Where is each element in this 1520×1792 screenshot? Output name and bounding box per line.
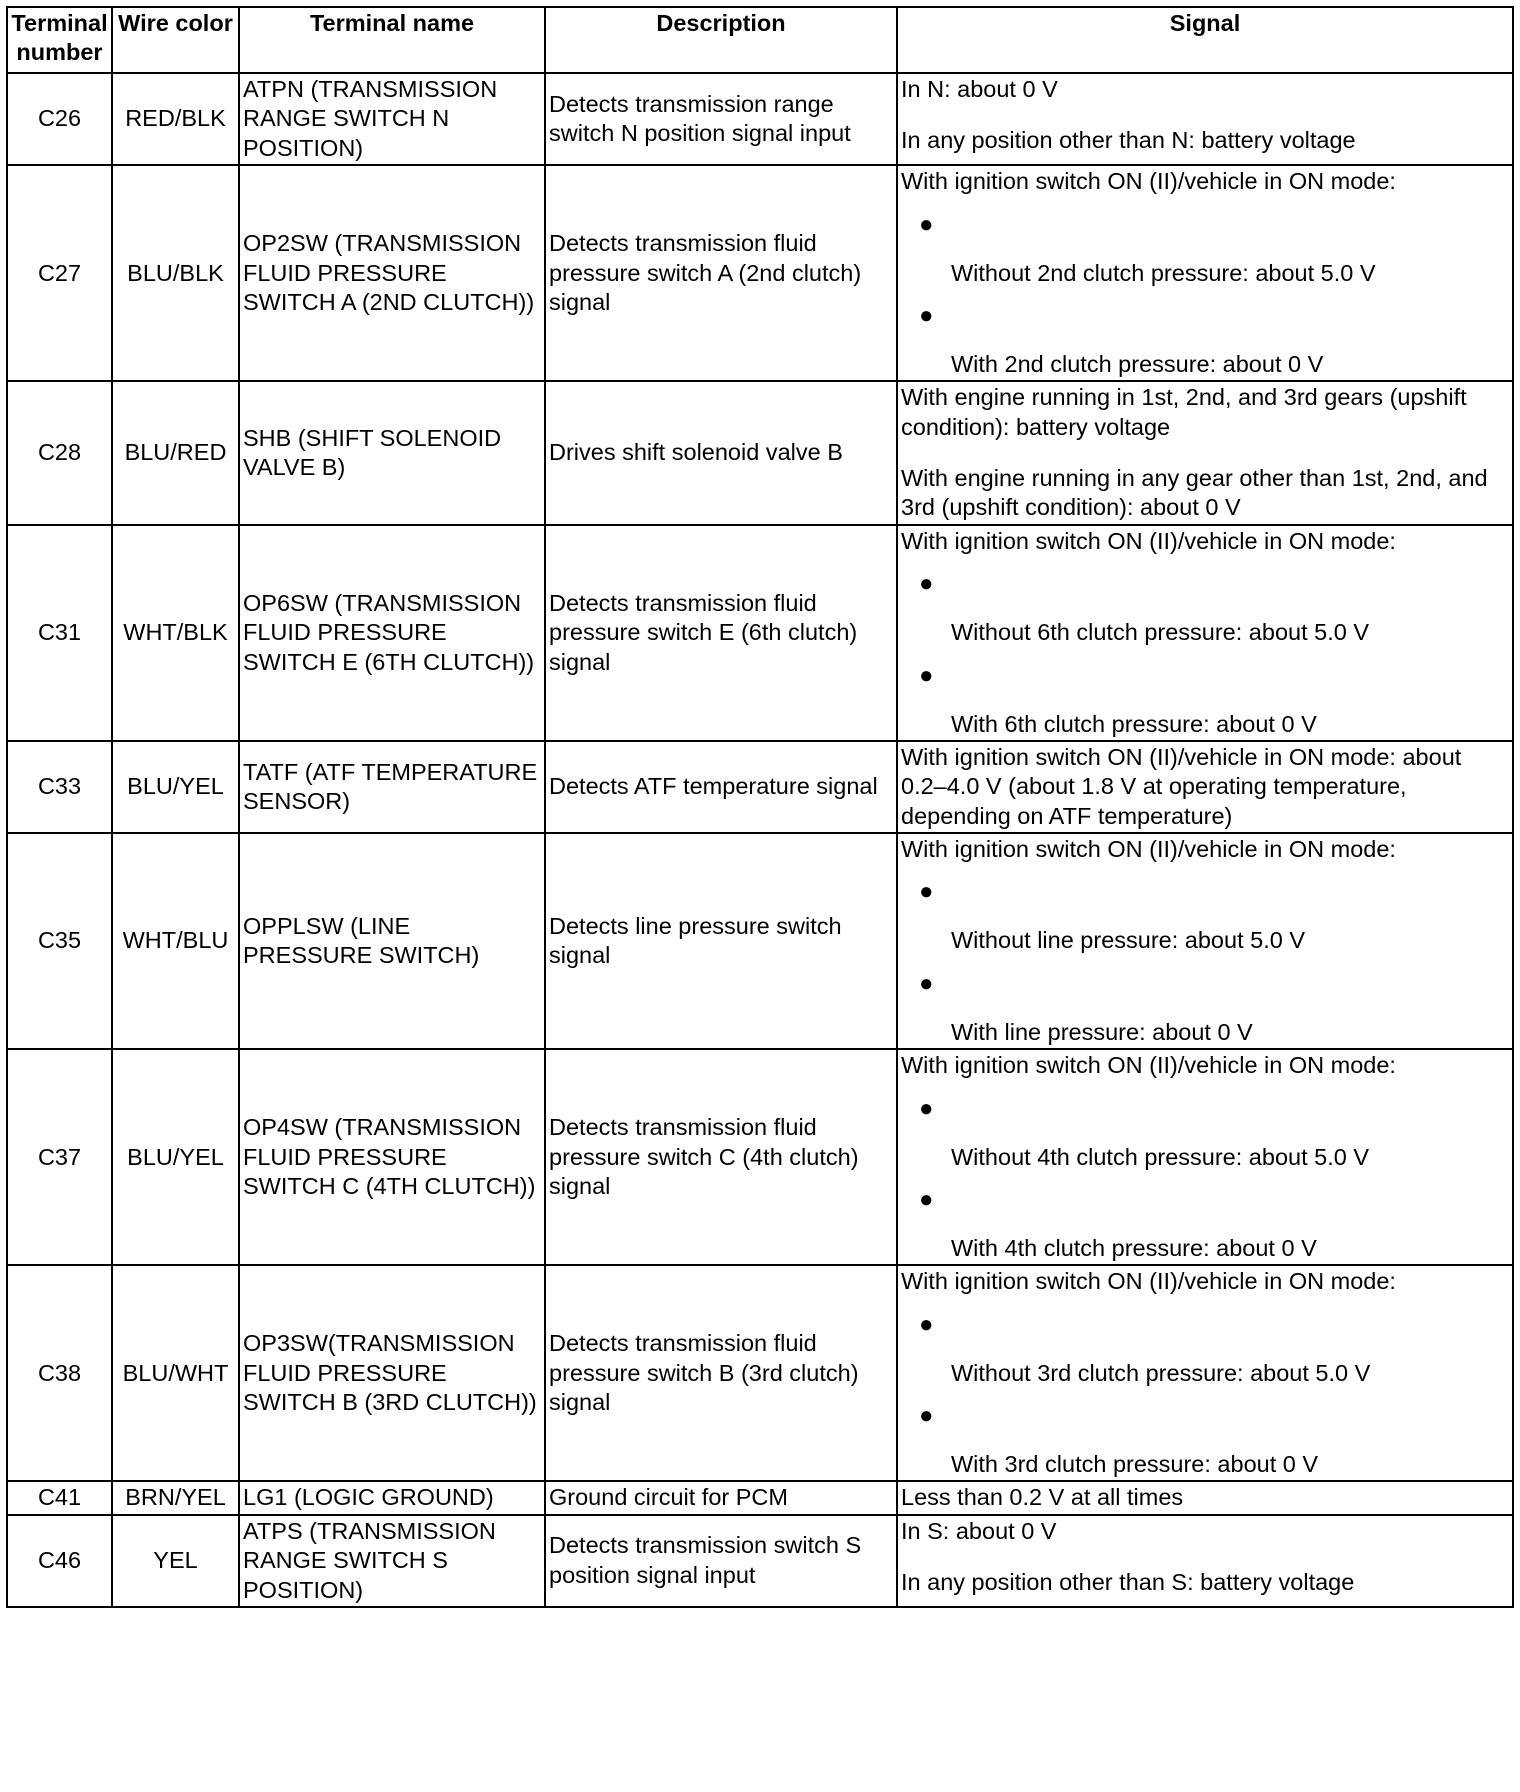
signal-bullet-text: With 4th clutch pressure: about 0 V: [951, 1234, 1317, 1261]
terminal-name-cell: SHB (SHIFT SOLENOID VALVE B): [239, 381, 545, 525]
signal-cell: [897, 1481, 1513, 1514]
signal-cell: [897, 1515, 1513, 1607]
terminal-name-cell: OP2SW (TRANSMISSION FLUID PRESSURE SWITCH A (2ND CLUTCH)): [239, 165, 545, 381]
wire-color-cell: WHT/BLU: [112, 833, 239, 1049]
signal-line: In S: about 0 V: [901, 1517, 1057, 1544]
signal-line: With engine running in any gear other than 1st, 2nd, and 3rd (upshift condition): about 0 V: [901, 465, 1488, 521]
bullet-icon: ●: [919, 570, 934, 598]
wire-color-cell: BLU/RED: [112, 381, 239, 525]
header-description: Description: [545, 7, 897, 73]
wire-color-cell: RED/BLK: [112, 73, 239, 165]
signal-cell: [897, 1265, 1513, 1481]
header-terminal-name: Terminal name: [239, 7, 545, 73]
description-cell: Detects line pressure switch signal: [545, 833, 897, 1049]
signal-bullet-text: Without 4th clutch pressure: about 5.0 V: [951, 1143, 1370, 1170]
table-row: [7, 833, 1513, 1049]
header-terminal-number: Terminal number: [7, 7, 112, 73]
header-signal: Signal: [897, 7, 1513, 73]
description-cell: Detects transmission fluid pressure switch C (4th clutch) signal: [545, 1049, 897, 1265]
signal-intro: With ignition switch ON (II)/vehicle in ON mode:: [901, 1268, 1396, 1295]
wire-color-cell: BRN/YEL: [112, 1481, 239, 1514]
signal-line: With engine running in 1st, 2nd, and 3rd gears (upshift condition): battery voltage: [901, 384, 1467, 440]
terminal-number-cell: C41: [7, 1481, 112, 1514]
terminal-number-cell: C27: [7, 165, 112, 381]
bullet-icon: ●: [919, 301, 934, 329]
description-cell: Detects transmission fluid pressure switch B (3rd clutch) signal: [545, 1265, 897, 1481]
table-row: [7, 165, 1513, 381]
description-cell: Drives shift solenoid valve B: [545, 381, 897, 525]
signal-cell: [897, 73, 1513, 165]
header-row: [7, 7, 1513, 73]
terminal-number-cell: C46: [7, 1515, 112, 1607]
signal-cell: [897, 741, 1513, 833]
table-row: [7, 1515, 1513, 1607]
terminal-table: [6, 6, 1514, 1608]
signal-line: In N: about 0 V: [901, 76, 1058, 102]
signal-bullet-item: [901, 211, 1509, 288]
table-body: [7, 73, 1513, 1607]
signal-intro: With ignition switch ON (II)/vehicle in ON mode:: [901, 1052, 1396, 1079]
signal-bullet-item: [901, 570, 1509, 647]
signal-bullet-item: [901, 970, 1509, 1047]
signal-intro: With ignition switch ON (II)/vehicle in ON mode:: [901, 836, 1396, 862]
wire-color-cell: WHT/BLK: [112, 525, 239, 741]
terminal-name-cell: OP6SW (TRANSMISSION FLUID PRESSURE SWITCH E (6TH CLUTCH)): [239, 525, 545, 741]
terminal-name-cell: OPPLSW (LINE PRESSURE SWITCH): [239, 833, 545, 1049]
signal-line: In any position other than S: battery voltage: [901, 1569, 1355, 1596]
terminal-name-cell: ATPS (TRANSMISSION RANGE SWITCH S POSITION): [239, 1515, 545, 1607]
wire-color-cell: BLU/YEL: [112, 1049, 239, 1265]
terminal-number-cell: C28: [7, 381, 112, 525]
signal-intro: With ignition switch ON (II)/vehicle in ON mode:: [901, 168, 1396, 195]
signal-bullet-text: With 6th clutch pressure: about 0 V: [951, 710, 1317, 737]
description-cell: Detects transmission range switch N position signal input: [545, 73, 897, 165]
signal-bullet-text: Without 3rd clutch pressure: about 5.0 V: [951, 1359, 1371, 1386]
wire-color-cell: BLU/WHT: [112, 1265, 239, 1481]
signal-bullet-text: With 2nd clutch pressure: about 0 V: [951, 350, 1324, 377]
terminal-number-cell: C31: [7, 525, 112, 741]
table-row: [7, 1265, 1513, 1481]
table-row: [7, 525, 1513, 741]
signal-bullet-item: [901, 1402, 1509, 1479]
terminal-number-cell: C35: [7, 833, 112, 1049]
signal-cell: [897, 165, 1513, 381]
bullet-icon: ●: [919, 1402, 934, 1429]
signal-bullet-text: With 3rd clutch pressure: about 0 V: [951, 1451, 1319, 1477]
signal-bullet-text: Without 6th clutch pressure: about 5.0 V: [951, 619, 1370, 646]
bullet-icon: ●: [919, 1310, 934, 1338]
terminal-number-cell: C26: [7, 73, 112, 165]
bullet-icon: ●: [919, 969, 934, 997]
signal-bullet-text: Without 2nd clutch pressure: about 5.0 V: [951, 259, 1376, 286]
bullet-icon: ●: [919, 210, 934, 238]
bullet-icon: ●: [919, 878, 934, 906]
terminal-name-cell: LG1 (LOGIC GROUND): [239, 1481, 545, 1514]
bullet-icon: ●: [919, 1094, 934, 1122]
signal-cell: [897, 381, 1513, 525]
terminal-number-cell: C37: [7, 1049, 112, 1265]
signal-cell: [897, 525, 1513, 741]
description-cell: Detects transmission fluid pressure switch A (2nd clutch) signal: [545, 165, 897, 381]
wire-color-cell: YEL: [112, 1515, 239, 1607]
signal-bullet-text: Without line pressure: about 5.0 V: [951, 927, 1306, 954]
wire-color-cell: BLU/YEL: [112, 741, 239, 833]
signal-line: With ignition switch ON (II)/vehicle in ON mode: about 0.2–4.0 V (about 1.8 V at operating temperature, depending on ATF temperature): [901, 743, 1462, 829]
table-row: [7, 73, 1513, 165]
signal-bullet-text: With line pressure: about 0 V: [951, 1018, 1253, 1045]
table-row: [7, 381, 1513, 525]
table-row: [7, 741, 1513, 833]
terminal-number-cell: C38: [7, 1265, 112, 1481]
bullet-icon: ●: [919, 1185, 934, 1213]
description-cell: Detects transmission switch S position signal input: [545, 1515, 897, 1607]
terminal-name-cell: TATF (ATF TEMPERATURE SENSOR): [239, 741, 545, 833]
signal-intro: With ignition switch ON (II)/vehicle in ON mode:: [901, 527, 1396, 554]
table-row: [7, 1481, 1513, 1514]
wire-color-cell: BLU/BLK: [112, 165, 239, 381]
description-cell: Ground circuit for PCM: [545, 1481, 897, 1514]
signal-bullet-item: [901, 1311, 1509, 1388]
signal-line: In any position other than N: battery voltage: [901, 127, 1356, 154]
terminal-name-cell: OP3SW(TRANSMISSION FLUID PRESSURE SWITCH B (3RD CLUTCH)): [239, 1265, 545, 1481]
signal-bullet-item: [901, 662, 1509, 739]
signal-bullet-item: [901, 878, 1509, 955]
signal-bullet-item: [901, 1095, 1509, 1172]
terminal-name-cell: ATPN (TRANSMISSION RANGE SWITCH N POSITION): [239, 73, 545, 165]
signal-cell: [897, 833, 1513, 1049]
description-cell: Detects ATF temperature signal: [545, 741, 897, 833]
signal-line: Less than 0.2 V at all times: [901, 1484, 1184, 1511]
header-wire-color: Wire color: [112, 7, 239, 73]
table-row: [7, 1049, 1513, 1265]
terminal-number-cell: C33: [7, 741, 112, 833]
description-cell: Detects transmission fluid pressure switch E (6th clutch) signal: [545, 525, 897, 741]
bullet-icon: ●: [919, 661, 934, 689]
signal-bullet-item: [901, 1186, 1509, 1263]
terminal-name-cell: OP4SW (TRANSMISSION FLUID PRESSURE SWITCH C (4TH CLUTCH)): [239, 1049, 545, 1265]
signal-cell: [897, 1049, 1513, 1265]
signal-bullet-item: [901, 302, 1509, 379]
